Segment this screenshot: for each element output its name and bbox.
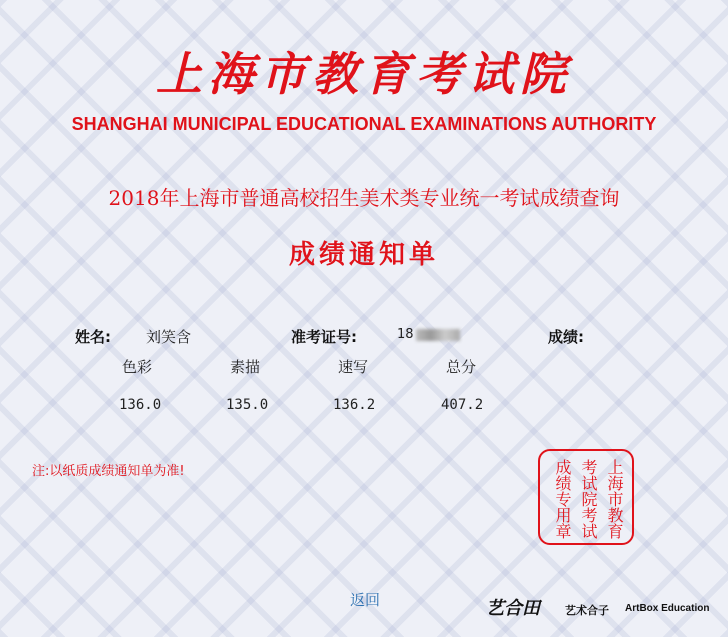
score-value-quick-sketch: 136.2: [333, 397, 376, 413]
seal-column-1: 上海市教育: [605, 459, 624, 539]
seal-column-3: 成绩专用章: [553, 459, 572, 539]
authority-title-en: SHANGHAI MUNICIPAL EDUCATIONAL EXAMINATIONS AUTHORITY: [71, 114, 657, 134]
artbox-logo-en: ArtBox Education: [625, 603, 710, 614]
exam-id-mask: [416, 329, 460, 341]
seal-column-2: 考试院考试: [579, 459, 598, 539]
score-header-sketch: 素描: [230, 358, 261, 376]
exam-id-label: 准考证号:: [291, 328, 357, 346]
authority-title-cn: 上海市教育考试院: [156, 47, 572, 101]
exam-id-visible-digits: 18: [397, 327, 414, 342]
artbox-logo-cn: 艺术合子: [565, 604, 609, 617]
score-header-color: 色彩: [122, 358, 153, 376]
score-header-total: 总分: [446, 358, 477, 376]
official-seal: [538, 449, 634, 545]
score-value-sketch: 135.0: [226, 397, 269, 413]
query-subtitle: 2018年上海市普通高校招生美术类专业统一考试成绩查询: [108, 186, 620, 210]
name-value: 刘笑含: [146, 328, 192, 346]
score-value-color: 136.0: [119, 397, 162, 413]
score-header-quick-sketch: 速写: [338, 358, 369, 376]
paper-notice-note: 注:以纸质成绩通知单为准!: [32, 464, 185, 479]
score-notice-title: 成绩通知单: [288, 240, 439, 270]
exam-id-value: [397, 327, 460, 342]
score-label: 成绩:: [548, 328, 584, 346]
name-label: 姓名:: [75, 328, 111, 346]
artbox-logo-mark: 艺合田: [486, 598, 540, 619]
back-link[interactable]: 返回: [350, 591, 381, 609]
score-value-total: 407.2: [441, 397, 484, 413]
